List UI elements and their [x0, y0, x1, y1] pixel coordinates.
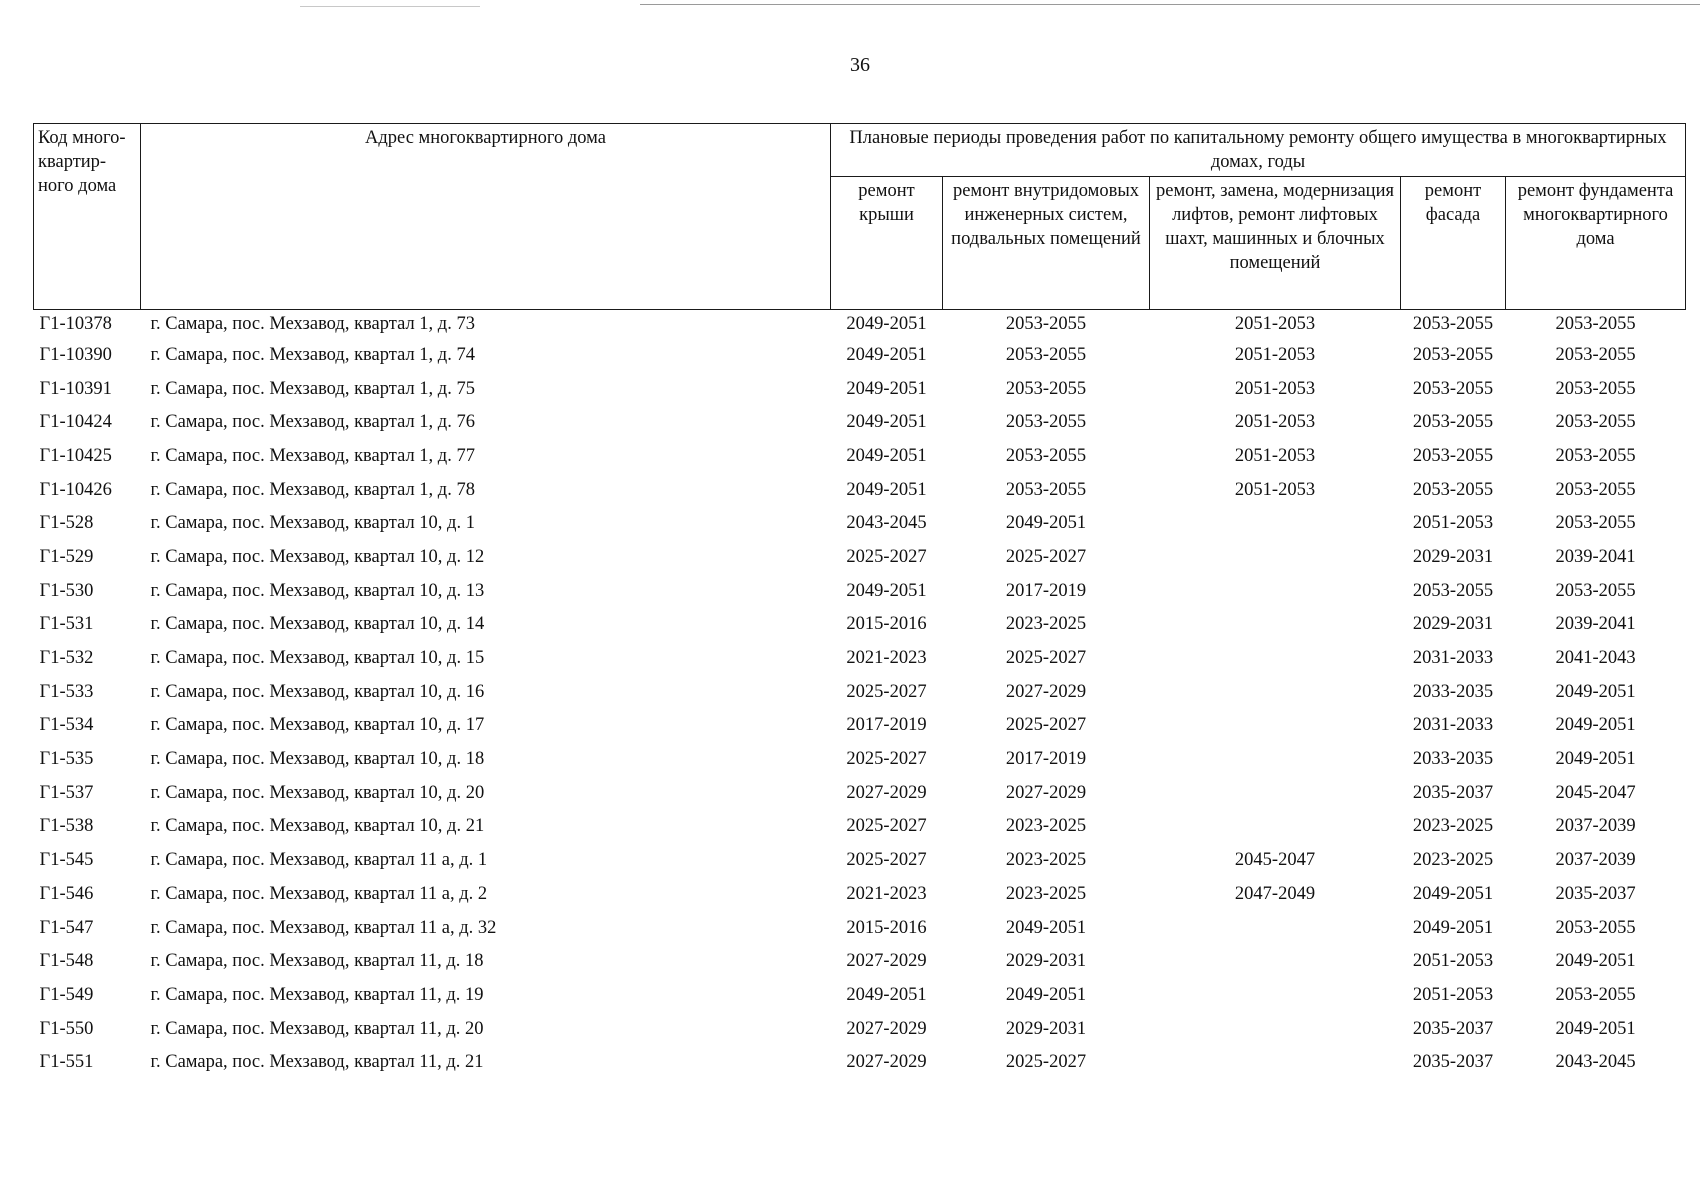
- cell-facade: 2053-2055: [1412, 314, 1494, 334]
- table-row: [34, 608, 1686, 642]
- cell-roof: 2049-2051: [846, 314, 927, 334]
- cell-code: Г1-528: [39, 513, 94, 534]
- cell-facade: 2031-2033: [1412, 715, 1494, 736]
- cell-engineering: 2025-2027: [1005, 715, 1087, 736]
- cell-elevators: [1150, 1045, 1401, 1079]
- cell-code: Г1-10378: [39, 314, 112, 334]
- cell-elevators: 2051-2053: [1234, 445, 1316, 466]
- cell-code: Г1-546: [39, 883, 94, 904]
- cell-foundation: 2035-2037: [1555, 883, 1636, 904]
- cell-code: Г1-547: [39, 917, 94, 938]
- cell-foundation: 2053-2055: [1555, 412, 1636, 433]
- cell-facade: 2023-2025: [1412, 816, 1494, 837]
- table-row: [34, 843, 1686, 877]
- cell-engineering: 2053-2055: [1005, 479, 1087, 500]
- cell-engineering: 2023-2025: [1005, 850, 1087, 871]
- cell-foundation: 2037-2039: [1555, 816, 1636, 837]
- cell-code: Г1-535: [39, 749, 94, 770]
- cell-elevators: 2051-2053: [1234, 479, 1316, 500]
- cell-code: Г1-532: [39, 648, 94, 669]
- cell-address: г. Самара, пос. Мехзавод, квартал 10, д. 12: [150, 546, 485, 567]
- cell-elevators: [1150, 506, 1401, 540]
- cell-engineering: 2023-2025: [1005, 816, 1087, 837]
- cell-engineering: 2029-2031: [1005, 951, 1087, 972]
- table-row: [34, 372, 1686, 406]
- cell-foundation: 2053-2055: [1555, 513, 1636, 534]
- cell-facade: 2035-2037: [1412, 782, 1494, 803]
- cell-roof: 2017-2019: [846, 715, 927, 736]
- cell-facade: 2049-2051: [1412, 883, 1494, 904]
- cell-engineering: 2025-2027: [1005, 648, 1087, 669]
- table-row: [34, 506, 1686, 540]
- cell-address: г. Самара, пос. Мехзавод, квартал 10, д. 1: [150, 513, 475, 534]
- table-row: [34, 439, 1686, 473]
- cell-roof: 2049-2051: [846, 445, 927, 466]
- cell-address: г. Самара, пос. Мехзавод, квартал 10, д. 13: [150, 580, 485, 601]
- cell-engineering: 2029-2031: [1005, 1018, 1087, 1039]
- cell-foundation: 2049-2051: [1555, 715, 1636, 736]
- header-address: Адрес многоквартирного дома: [141, 124, 831, 310]
- header-row: [34, 124, 1686, 177]
- header-roof: ремонт крыши: [831, 177, 943, 310]
- table-row: [34, 776, 1686, 810]
- cell-foundation: 2039-2041: [1555, 614, 1636, 635]
- cell-roof: 2025-2027: [846, 681, 927, 702]
- cell-roof: 2027-2029: [846, 1018, 927, 1039]
- cell-facade: 2035-2037: [1412, 1018, 1494, 1039]
- table-row: [34, 675, 1686, 709]
- cell-foundation: 2037-2039: [1555, 850, 1636, 871]
- table-row: [34, 810, 1686, 844]
- cell-code: Г1-10391: [39, 378, 112, 399]
- cell-roof: 2049-2051: [846, 984, 927, 1005]
- cell-engineering: 2053-2055: [1005, 445, 1087, 466]
- cell-address: г. Самара, пос. Мехзавод, квартал 11 а, д. 2: [150, 883, 488, 904]
- cell-facade: 2053-2055: [1412, 412, 1494, 433]
- cell-elevators: [1150, 641, 1401, 675]
- cell-engineering: 2053-2055: [1005, 412, 1087, 433]
- cell-facade: 2053-2055: [1412, 378, 1494, 399]
- cell-facade: 2051-2053: [1412, 513, 1494, 534]
- table-row: [34, 338, 1686, 372]
- cell-code: Г1-534: [39, 715, 94, 736]
- cell-facade: 2023-2025: [1412, 850, 1494, 871]
- cell-address: г. Самара, пос. Мехзавод, квартал 11, д. 19: [150, 984, 484, 1005]
- cell-facade: 2029-2031: [1412, 614, 1494, 635]
- cell-code: Г1-533: [39, 681, 94, 702]
- table-row: [34, 1012, 1686, 1046]
- table-body: [34, 310, 1686, 1080]
- table-row: [34, 742, 1686, 776]
- cell-engineering: 2027-2029: [1005, 782, 1087, 803]
- cell-foundation: 2053-2055: [1555, 344, 1636, 365]
- cell-roof: 2049-2051: [846, 580, 927, 601]
- cell-roof: 2049-2051: [846, 479, 927, 500]
- cell-elevators: [1150, 776, 1401, 810]
- cell-address: г. Самара, пос. Мехзавод, квартал 1, д. 74: [150, 344, 475, 365]
- capital-repair-table: [33, 123, 1686, 1079]
- cell-facade: 2051-2053: [1412, 984, 1494, 1005]
- cell-address: г. Самара, пос. Мехзавод, квартал 11, д. 18: [150, 951, 484, 972]
- cell-code: Г1-10425: [39, 445, 112, 466]
- cell-engineering: 2023-2025: [1005, 883, 1087, 904]
- page-number: 36: [850, 54, 870, 76]
- cell-foundation: 2053-2055: [1555, 984, 1636, 1005]
- cell-address: г. Самара, пос. Мехзавод, квартал 10, д. 17: [150, 715, 485, 736]
- cell-code: Г1-549: [39, 984, 94, 1005]
- header-code: Код много-квартир-ного дома: [34, 124, 141, 310]
- cell-foundation: 2043-2045: [1555, 1052, 1636, 1073]
- cell-elevators: [1150, 810, 1401, 844]
- cell-roof: 2025-2027: [846, 850, 927, 871]
- cell-facade: 2029-2031: [1412, 546, 1494, 567]
- cell-roof: 2021-2023: [846, 883, 927, 904]
- cell-facade: 2035-2037: [1412, 1052, 1494, 1073]
- cell-engineering: 2017-2019: [1005, 580, 1087, 601]
- cell-address: г. Самара, пос. Мехзавод, квартал 1, д. 78: [150, 479, 475, 500]
- cell-code: Г1-551: [39, 1052, 94, 1073]
- cell-facade: 2049-2051: [1412, 917, 1494, 938]
- scan-artifact-line: [300, 6, 480, 7]
- cell-address: г. Самара, пос. Мехзавод, квартал 11 а, д. 32: [150, 917, 497, 938]
- cell-foundation: 2049-2051: [1555, 951, 1636, 972]
- cell-engineering: 2023-2025: [1005, 614, 1087, 635]
- cell-elevators: 2051-2053: [1234, 378, 1316, 399]
- cell-foundation: 2039-2041: [1555, 546, 1636, 567]
- cell-roof: 2043-2045: [846, 513, 927, 534]
- cell-elevators: [1150, 574, 1401, 608]
- cell-roof: 2021-2023: [846, 648, 927, 669]
- cell-facade: 2033-2035: [1412, 749, 1494, 770]
- cell-elevators: [1150, 608, 1401, 642]
- cell-code: Г1-10390: [39, 344, 112, 365]
- cell-roof: 2025-2027: [846, 749, 927, 770]
- cell-elevators: [1150, 742, 1401, 776]
- cell-address: г. Самара, пос. Мехзавод, квартал 1, д. 75: [150, 378, 475, 399]
- cell-address: г. Самара, пос. Мехзавод, квартал 11, д. 20: [150, 1018, 484, 1039]
- cell-address: г. Самара, пос. Мехзавод, квартал 1, д. 73: [150, 314, 475, 334]
- cell-engineering: 2027-2029: [1005, 681, 1087, 702]
- table-row: [34, 405, 1686, 439]
- cell-elevators: [1150, 540, 1401, 574]
- cell-engineering: 2025-2027: [1005, 546, 1087, 567]
- cell-engineering: 2049-2051: [1005, 984, 1087, 1005]
- table-row: [34, 310, 1686, 339]
- table-row: [34, 574, 1686, 608]
- cell-address: г. Самара, пос. Мехзавод, квартал 1, д. 76: [150, 412, 475, 433]
- header-elevators: ремонт, замена, модернизация лифтов, ремонт лифтовых шахт, машинных и блочных помещений: [1150, 177, 1401, 310]
- cell-roof: 2025-2027: [846, 546, 927, 567]
- cell-address: г. Самара, пос. Мехзавод, квартал 10, д. 16: [150, 681, 485, 702]
- cell-foundation: 2049-2051: [1555, 681, 1636, 702]
- cell-foundation: 2049-2051: [1555, 1018, 1636, 1039]
- cell-foundation: 2045-2047: [1555, 782, 1636, 803]
- cell-code: Г1-531: [39, 614, 94, 635]
- cell-code: Г1-10424: [39, 412, 112, 433]
- cell-code: Г1-10426: [39, 479, 112, 500]
- cell-foundation: 2053-2055: [1555, 314, 1636, 334]
- table-row: [34, 978, 1686, 1012]
- table-row: [34, 877, 1686, 911]
- cell-facade: 2053-2055: [1412, 580, 1494, 601]
- cell-address: г. Самара, пос. Мехзавод, квартал 11 а, д. 1: [150, 850, 488, 871]
- table-row: [34, 540, 1686, 574]
- cell-code: Г1-530: [39, 580, 94, 601]
- cell-roof: 2049-2051: [846, 344, 927, 365]
- cell-roof: 2025-2027: [846, 816, 927, 837]
- cell-code: Г1-537: [39, 782, 94, 803]
- cell-foundation: 2049-2051: [1555, 749, 1636, 770]
- cell-elevators: [1150, 911, 1401, 945]
- cell-engineering: 2049-2051: [1005, 917, 1087, 938]
- cell-address: г. Самара, пос. Мехзавод, квартал 10, д. 18: [150, 749, 485, 770]
- cell-engineering: 2053-2055: [1005, 314, 1087, 334]
- cell-facade: 2053-2055: [1412, 445, 1494, 466]
- cell-address: г. Самара, пос. Мехзавод, квартал 10, д. 14: [150, 614, 485, 635]
- table-row: [34, 641, 1686, 675]
- table-row: [34, 944, 1686, 978]
- cell-roof: 2049-2051: [846, 412, 927, 433]
- table-header: [34, 124, 1686, 310]
- cell-code: Г1-550: [39, 1018, 94, 1039]
- cell-roof: 2049-2051: [846, 378, 927, 399]
- cell-elevators: [1150, 978, 1401, 1012]
- cell-elevators: 2051-2053: [1234, 344, 1316, 365]
- cell-roof: 2027-2029: [846, 1052, 927, 1073]
- table-row: [34, 709, 1686, 743]
- cell-roof: 2015-2016: [846, 614, 927, 635]
- cell-engineering: 2017-2019: [1005, 749, 1087, 770]
- header-periods-group: Плановые периоды проведения работ по капитальному ремонту общего имущества в многоквартирных домах, годы: [831, 124, 1686, 177]
- header-engineering: ремонт внутридомовых инженерных систем, подвальных помещений: [943, 177, 1150, 310]
- cell-address: г. Самара, пос. Мехзавод, квартал 10, д. 21: [150, 816, 485, 837]
- cell-elevators: [1150, 1012, 1401, 1046]
- cell-code: Г1-538: [39, 816, 94, 837]
- cell-foundation: 2053-2055: [1555, 917, 1636, 938]
- cell-code: Г1-548: [39, 951, 94, 972]
- cell-address: г. Самара, пос. Мехзавод, квартал 10, д. 15: [150, 648, 485, 669]
- cell-elevators: 2045-2047: [1234, 850, 1316, 871]
- cell-roof: 2015-2016: [846, 917, 927, 938]
- cell-elevators: 2051-2053: [1234, 412, 1316, 433]
- cell-facade: 2033-2035: [1412, 681, 1494, 702]
- cell-code: Г1-529: [39, 546, 94, 567]
- cell-engineering: 2025-2027: [1005, 1052, 1087, 1073]
- cell-roof: 2027-2029: [846, 782, 927, 803]
- cell-engineering: 2053-2055: [1005, 378, 1087, 399]
- table-row: [34, 911, 1686, 945]
- cell-elevators: 2051-2053: [1234, 314, 1316, 334]
- cell-foundation: 2053-2055: [1555, 378, 1636, 399]
- cell-engineering: 2053-2055: [1005, 344, 1087, 365]
- cell-code: Г1-545: [39, 850, 94, 871]
- cell-facade: 2051-2053: [1412, 951, 1494, 972]
- cell-elevators: [1150, 944, 1401, 978]
- cell-elevators: [1150, 709, 1401, 743]
- cell-address: г. Самара, пос. Мехзавод, квартал 1, д. 77: [150, 445, 475, 466]
- cell-foundation: 2053-2055: [1555, 580, 1636, 601]
- table-row: [34, 1045, 1686, 1079]
- cell-foundation: 2053-2055: [1555, 445, 1636, 466]
- cell-address: г. Самара, пос. Мехзавод, квартал 10, д. 20: [150, 782, 485, 803]
- header-foundation: ремонт фундамента многоквартирного дома: [1506, 177, 1686, 310]
- cell-facade: 2031-2033: [1412, 648, 1494, 669]
- cell-address: г. Самара, пос. Мехзавод, квартал 11, д. 21: [150, 1052, 484, 1073]
- cell-elevators: 2047-2049: [1234, 883, 1316, 904]
- table-row: [34, 473, 1686, 507]
- cell-foundation: 2041-2043: [1555, 648, 1636, 669]
- cell-engineering: 2049-2051: [1005, 513, 1087, 534]
- cell-elevators: [1150, 675, 1401, 709]
- scan-artifact-line: [640, 4, 1700, 5]
- cell-facade: 2053-2055: [1412, 479, 1494, 500]
- cell-facade: 2053-2055: [1412, 344, 1494, 365]
- cell-roof: 2027-2029: [846, 951, 927, 972]
- header-facade: ремонт фасада: [1401, 177, 1506, 310]
- cell-foundation: 2053-2055: [1555, 479, 1636, 500]
